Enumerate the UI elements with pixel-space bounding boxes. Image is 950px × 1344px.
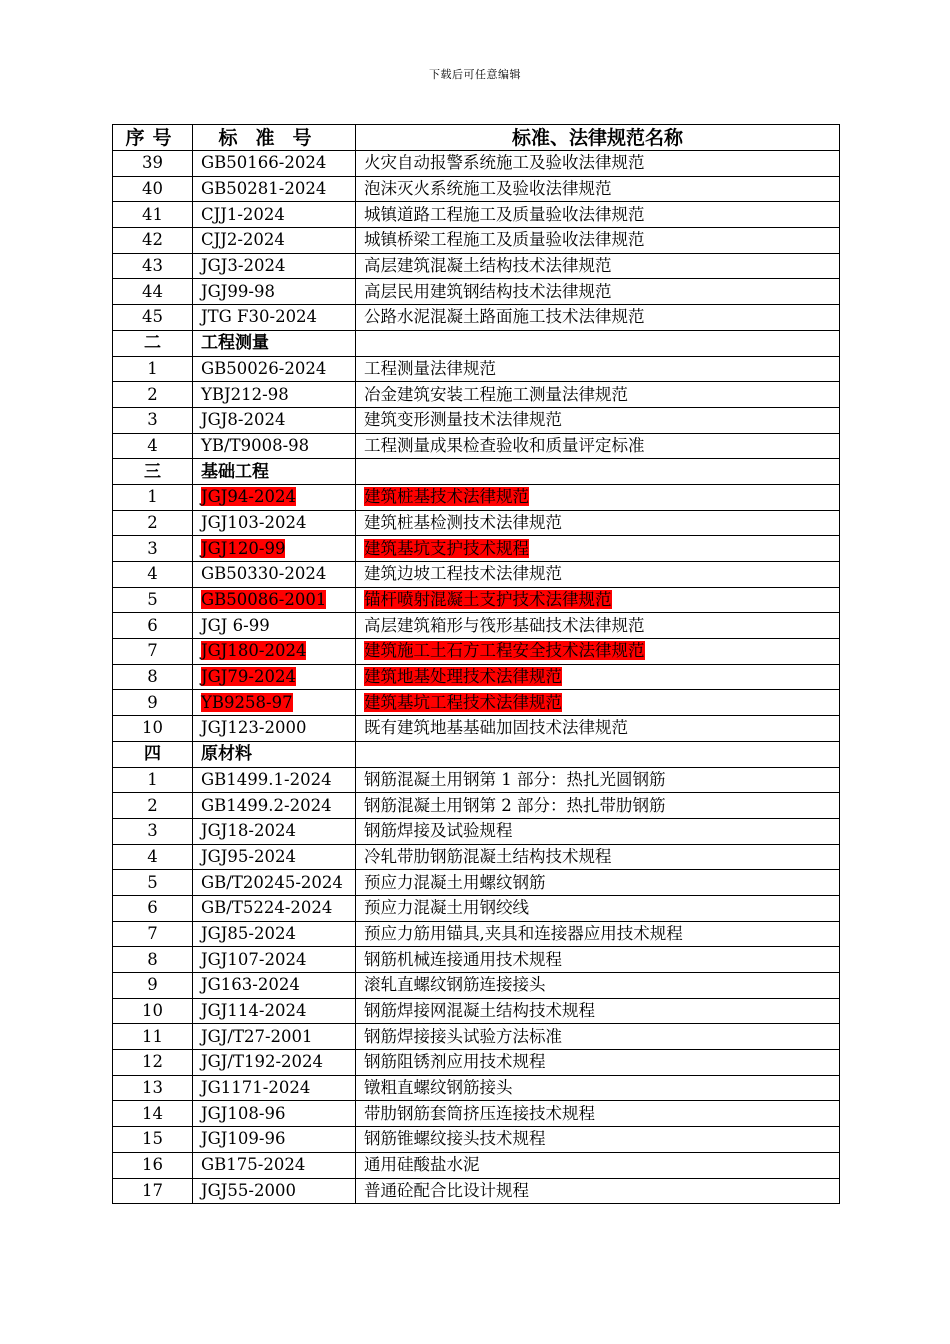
- standard-code: GB1499.1-2024: [201, 769, 332, 789]
- table-row: [113, 407, 840, 433]
- standard-name-cell: [356, 1050, 840, 1076]
- standard-code-cell: [193, 947, 356, 973]
- standard-name-cell: [356, 741, 840, 767]
- standard-name-cell: [356, 510, 840, 536]
- row-number: 四: [144, 744, 161, 765]
- standard-code: GB50086-2001: [201, 590, 327, 610]
- row-number: 4: [147, 435, 158, 455]
- standard-code: GB50330-2024: [201, 564, 327, 584]
- standard-code-cell: [193, 562, 356, 588]
- section-title-cell: [193, 459, 356, 485]
- standard-code: JGJ/T192-2024: [201, 1052, 324, 1072]
- table-row: [113, 253, 840, 279]
- standard-code: CJJ1-2024: [201, 204, 285, 224]
- standard-code: JGJ95-2024: [201, 846, 296, 866]
- standard-code-cell: [193, 793, 356, 819]
- standard-name: 建筑变形测量技术法律规范: [364, 410, 562, 430]
- standard-name-cell: [356, 973, 840, 999]
- row-number: 17: [142, 1180, 163, 1200]
- standard-name: 预应力筋用锚具,夹具和连接器应用技术规程: [364, 923, 683, 943]
- standard-name: 泡沫灭火系统施工及验收法律规范: [364, 179, 612, 199]
- row-number-cell: [113, 716, 193, 742]
- standard-code-cell: [193, 921, 356, 947]
- table-row: [113, 356, 840, 382]
- standards-table: [112, 124, 840, 1204]
- standard-code-cell: [193, 1024, 356, 1050]
- row-number: 5: [147, 872, 158, 892]
- page-header: 下载后可任意编辑: [429, 68, 521, 81]
- standard-code: YBJ212-98: [201, 384, 289, 404]
- standard-name-cell: [356, 1178, 840, 1204]
- row-number-cell: [113, 793, 193, 819]
- standard-name-cell: [356, 664, 840, 690]
- standard-name-cell: [356, 202, 840, 228]
- table-row: [113, 433, 840, 459]
- standard-name: 工程测量成果检查验收和质量评定标准: [364, 435, 645, 455]
- standard-code: JG1171-2024: [201, 1078, 311, 1098]
- standard-code: GB50281-2024: [201, 179, 327, 199]
- row-number-cell: [113, 1050, 193, 1076]
- row-number: 40: [142, 179, 163, 199]
- standard-name-cell: [356, 407, 840, 433]
- standard-code: JGJ103-2024: [201, 512, 307, 532]
- standard-name-cell: [356, 228, 840, 254]
- table-row: [113, 228, 840, 254]
- standard-code-cell: [193, 151, 356, 177]
- row-number-cell: [113, 844, 193, 870]
- standard-name: 建筑边坡工程技术法律规范: [364, 564, 562, 584]
- section-title: 基础工程: [201, 461, 269, 482]
- standard-code: JGJ114-2024: [201, 1001, 307, 1021]
- standard-name: 钢筋焊接接头试验方法标准: [364, 1026, 562, 1046]
- standard-name: 建筑基坑工程技术法律规范: [364, 692, 562, 712]
- standard-name-cell: [356, 253, 840, 279]
- column-header-name: 标准、法律规范名称: [356, 125, 840, 151]
- standard-code: JGJ3-2024: [201, 256, 286, 276]
- table-row: [113, 793, 840, 819]
- standard-name: 钢筋锥螺纹接头技术规程: [364, 1129, 546, 1149]
- standard-name-cell: [356, 1075, 840, 1101]
- row-number-cell: [113, 613, 193, 639]
- standard-code-cell: [193, 690, 356, 716]
- standard-code: JG163-2024: [201, 975, 300, 995]
- row-number: 2: [147, 512, 158, 532]
- standard-code: JTG F30-2024: [201, 307, 318, 327]
- standard-name-cell: [356, 690, 840, 716]
- standard-code-cell: [193, 973, 356, 999]
- standard-name-cell: [356, 921, 840, 947]
- standard-name: 通用硅酸盐水泥: [364, 1155, 480, 1175]
- standard-code: GB/T20245-2024: [201, 872, 343, 892]
- standard-name-cell: [356, 459, 840, 485]
- standard-code: CJJ2-2024: [201, 230, 285, 250]
- row-number: 11: [142, 1026, 163, 1046]
- table-row: [113, 1127, 840, 1153]
- row-number-cell: [113, 433, 193, 459]
- row-number-cell: [113, 407, 193, 433]
- table-row: [113, 690, 840, 716]
- standard-name: 公路水泥混凝土路面施工技术法律规范: [364, 307, 645, 327]
- standard-name-cell: [356, 151, 840, 177]
- standard-name-cell: [356, 1101, 840, 1127]
- table-header-row: [113, 125, 840, 151]
- row-number-cell: [113, 973, 193, 999]
- standard-name-cell: [356, 793, 840, 819]
- section-title-cell: [193, 330, 356, 356]
- row-number-cell: [113, 1152, 193, 1178]
- table-row: [113, 587, 840, 613]
- section-row: [113, 330, 840, 356]
- standard-name-cell: [356, 870, 840, 896]
- standard-code-cell: [193, 1101, 356, 1127]
- table-row: [113, 895, 840, 921]
- row-number: 4: [147, 846, 158, 866]
- row-number: 3: [147, 538, 158, 558]
- standard-code-cell: [193, 1127, 356, 1153]
- table-row: [113, 382, 840, 408]
- row-number: 15: [142, 1129, 163, 1149]
- table-row: [113, 536, 840, 562]
- standard-code: JGJ55-2000: [201, 1180, 296, 1200]
- standard-name-cell: [356, 1127, 840, 1153]
- table-row: [113, 716, 840, 742]
- standard-code-cell: [193, 484, 356, 510]
- standard-name: 钢筋焊接网混凝土结构技术规程: [364, 1001, 595, 1021]
- standard-name-cell: [356, 895, 840, 921]
- standard-code: JGJ123-2000: [201, 718, 307, 738]
- row-number-cell: [113, 536, 193, 562]
- row-number-cell: [113, 741, 193, 767]
- row-number-cell: [113, 1178, 193, 1204]
- table-row: [113, 1050, 840, 1076]
- row-number: 2: [147, 795, 158, 815]
- standard-name: 高层建筑箱形与筏形基础技术法律规范: [364, 615, 645, 635]
- table-row: [113, 1101, 840, 1127]
- standard-code-cell: [193, 382, 356, 408]
- table-row: [113, 998, 840, 1024]
- table-row: [113, 176, 840, 202]
- standard-name-cell: [356, 947, 840, 973]
- standard-name: 冷轧带肋钢筋混凝土结构技术规程: [364, 846, 612, 866]
- section-row: [113, 459, 840, 485]
- column-header-number: 序号: [113, 125, 193, 151]
- standard-code-cell: [193, 407, 356, 433]
- standard-code-cell: [193, 305, 356, 331]
- standard-name: 钢筋焊接及试验规程: [364, 821, 513, 841]
- row-number-cell: [113, 305, 193, 331]
- row-number: 12: [142, 1052, 163, 1072]
- standard-name-cell: [356, 613, 840, 639]
- row-number: 3: [147, 821, 158, 841]
- row-number: 1: [147, 487, 158, 507]
- standard-name: 钢筋机械连接通用技术规程: [364, 949, 562, 969]
- standard-name-cell: [356, 484, 840, 510]
- table-row: [113, 151, 840, 177]
- row-number-cell: [113, 382, 193, 408]
- standard-name-cell: [356, 433, 840, 459]
- row-number: 8: [147, 949, 158, 969]
- standard-code: JGJ108-96: [201, 1103, 286, 1123]
- standard-code-cell: [193, 870, 356, 896]
- row-number-cell: [113, 330, 193, 356]
- row-number-cell: [113, 921, 193, 947]
- row-number-cell: [113, 228, 193, 254]
- row-number: 16: [142, 1155, 163, 1175]
- table-row: [113, 279, 840, 305]
- standard-name: 建筑施工土石方工程安全技术法律规范: [364, 641, 645, 661]
- standard-code: GB/T5224-2024: [201, 898, 333, 918]
- standard-name: 带肋钢筋套筒挤压连接技术规程: [364, 1103, 595, 1123]
- table-row: [113, 613, 840, 639]
- row-number-cell: [113, 767, 193, 793]
- table-row: [113, 844, 840, 870]
- row-number-cell: [113, 202, 193, 228]
- table-row: [113, 664, 840, 690]
- standard-name-cell: [356, 587, 840, 613]
- row-number-cell: [113, 151, 193, 177]
- standard-name: 建筑基坑支护技术规程: [364, 538, 529, 558]
- row-number: 二: [144, 333, 161, 354]
- row-number-cell: [113, 664, 193, 690]
- standard-code-cell: [193, 433, 356, 459]
- standard-code-cell: [193, 998, 356, 1024]
- standard-name: 普通砼配合比设计规程: [364, 1180, 529, 1200]
- standard-name: 既有建筑地基基础加固技术法律规范: [364, 718, 628, 738]
- standard-name: 火灾自动报警系统施工及验收法律规范: [364, 153, 645, 173]
- standard-name: 镦粗直螺纹钢筋接头: [364, 1078, 513, 1098]
- table-row: [113, 947, 840, 973]
- standard-name-cell: [356, 382, 840, 408]
- row-number-cell: [113, 253, 193, 279]
- standard-code-cell: [193, 253, 356, 279]
- row-number-cell: [113, 176, 193, 202]
- standard-name: 锚杆喷射混凝土支护技术法律规范: [364, 590, 612, 610]
- row-number-cell: [113, 690, 193, 716]
- table-row: [113, 767, 840, 793]
- row-number: 三: [144, 461, 161, 482]
- standard-name-cell: [356, 536, 840, 562]
- standard-name-cell: [356, 639, 840, 665]
- standard-code: GB50166-2024: [201, 153, 327, 173]
- row-number: 39: [142, 153, 163, 173]
- standard-code-cell: [193, 818, 356, 844]
- standard-code-cell: [193, 639, 356, 665]
- standard-code: JGJ8-2024: [201, 410, 286, 430]
- standard-name-cell: [356, 818, 840, 844]
- standard-code: JGJ 6-99: [201, 615, 270, 635]
- standard-name: 建筑桩基检测技术法律规范: [364, 512, 562, 532]
- standard-name-cell: [356, 305, 840, 331]
- table-row: [113, 202, 840, 228]
- standard-code: JGJ99-98: [201, 281, 275, 301]
- standard-code: YB9258-97: [201, 692, 293, 712]
- row-number-cell: [113, 279, 193, 305]
- standard-code: GB1499.2-2024: [201, 795, 332, 815]
- standard-code: JGJ109-96: [201, 1129, 286, 1149]
- standard-name: 高层民用建筑钢结构技术法律规范: [364, 281, 612, 301]
- row-number-cell: [113, 895, 193, 921]
- row-number: 3: [147, 410, 158, 430]
- row-number-cell: [113, 818, 193, 844]
- row-number-cell: [113, 459, 193, 485]
- standard-name: 高层建筑混凝土结构技术法律规范: [364, 256, 612, 276]
- section-title: 原材料: [201, 744, 252, 765]
- standard-code: JGJ79-2024: [201, 667, 296, 687]
- row-number: 9: [147, 692, 158, 712]
- standard-name-cell: [356, 998, 840, 1024]
- row-number: 10: [142, 718, 163, 738]
- standard-name: 建筑地基处理技术法律规范: [364, 667, 562, 687]
- table-row: [113, 510, 840, 536]
- standard-code: JGJ120-99: [201, 538, 286, 558]
- row-number: 44: [142, 281, 163, 301]
- row-number-cell: [113, 947, 193, 973]
- row-number: 7: [147, 641, 158, 661]
- standard-code-cell: [193, 228, 356, 254]
- row-number: 6: [147, 898, 158, 918]
- standard-name: 冶金建筑安装工程施工测量法律规范: [364, 384, 628, 404]
- table-body: [113, 151, 840, 1204]
- row-number-cell: [113, 484, 193, 510]
- table-row: [113, 1178, 840, 1204]
- standard-code: GB50026-2024: [201, 358, 327, 378]
- standard-code: JGJ180-2024: [201, 641, 307, 661]
- standard-code-cell: [193, 510, 356, 536]
- row-number: 14: [142, 1103, 163, 1123]
- row-number: 1: [147, 358, 158, 378]
- row-number: 6: [147, 615, 158, 635]
- standard-name: 城镇桥梁工程施工及质量验收法律规范: [364, 230, 645, 250]
- standard-name-cell: [356, 562, 840, 588]
- section-title: 工程测量: [201, 333, 269, 354]
- table-row: [113, 639, 840, 665]
- standard-code: JGJ107-2024: [201, 949, 307, 969]
- row-number: 7: [147, 923, 158, 943]
- standard-name: 钢筋阻锈剂应用技术规程: [364, 1052, 546, 1072]
- row-number: 9: [147, 975, 158, 995]
- standard-name-cell: [356, 279, 840, 305]
- column-header-code: 标准号: [193, 125, 356, 151]
- table-row: [113, 1024, 840, 1050]
- row-number: 10: [142, 1001, 163, 1021]
- table-row: [113, 1152, 840, 1178]
- table-row: [113, 562, 840, 588]
- standard-name: 工程测量法律规范: [364, 358, 496, 378]
- standard-name-cell: [356, 356, 840, 382]
- row-number: 1: [147, 769, 158, 789]
- row-number-cell: [113, 639, 193, 665]
- standard-code-cell: [193, 176, 356, 202]
- table-row: [113, 305, 840, 331]
- row-number: 41: [142, 204, 163, 224]
- standard-name-cell: [356, 1152, 840, 1178]
- row-number: 42: [142, 230, 163, 250]
- row-number-cell: [113, 870, 193, 896]
- row-number: 2: [147, 384, 158, 404]
- row-number-cell: [113, 562, 193, 588]
- standard-code: JGJ18-2024: [201, 821, 296, 841]
- row-number-cell: [113, 510, 193, 536]
- row-number-cell: [113, 1101, 193, 1127]
- standard-name-cell: [356, 716, 840, 742]
- standard-code: JGJ94-2024: [201, 487, 296, 507]
- standard-code-cell: [193, 1050, 356, 1076]
- standard-name: 预应力混凝土用螺纹钢筋: [364, 872, 546, 892]
- standard-code-cell: [193, 536, 356, 562]
- standard-name-cell: [356, 1024, 840, 1050]
- standard-code-cell: [193, 1178, 356, 1204]
- row-number-cell: [113, 587, 193, 613]
- row-number-cell: [113, 1024, 193, 1050]
- row-number: 45: [142, 307, 163, 327]
- row-number-cell: [113, 1127, 193, 1153]
- standard-name: 钢筋混凝土用钢第 1 部分：热扎光圆钢筋: [364, 769, 666, 789]
- standard-code-cell: [193, 664, 356, 690]
- section-title-cell: [193, 741, 356, 767]
- standard-code-cell: [193, 1075, 356, 1101]
- standard-name-cell: [356, 767, 840, 793]
- table-row: [113, 921, 840, 947]
- standard-code: GB175-2024: [201, 1155, 306, 1175]
- row-number: 4: [147, 564, 158, 584]
- standard-code-cell: [193, 895, 356, 921]
- table-row: [113, 973, 840, 999]
- standard-code-cell: [193, 356, 356, 382]
- standard-code-cell: [193, 202, 356, 228]
- row-number-cell: [113, 1075, 193, 1101]
- standard-name: 城镇道路工程施工及质量验收法律规范: [364, 204, 645, 224]
- standard-code-cell: [193, 279, 356, 305]
- standard-name: 预应力混凝土用钢绞线: [364, 898, 529, 918]
- standard-name-cell: [356, 330, 840, 356]
- table-row: [113, 870, 840, 896]
- standard-code-cell: [193, 613, 356, 639]
- standard-name-cell: [356, 176, 840, 202]
- standard-code-cell: [193, 1152, 356, 1178]
- standard-code-cell: [193, 844, 356, 870]
- standard-code: JGJ/T27-2001: [201, 1026, 313, 1046]
- standard-name: 建筑桩基技术法律规范: [364, 487, 529, 507]
- table-row: [113, 484, 840, 510]
- row-number: 8: [147, 667, 158, 687]
- standard-name-cell: [356, 844, 840, 870]
- table-row: [113, 1075, 840, 1101]
- standard-code-cell: [193, 716, 356, 742]
- section-row: [113, 741, 840, 767]
- row-number: 13: [142, 1078, 163, 1098]
- standard-code-cell: [193, 767, 356, 793]
- standard-code-cell: [193, 587, 356, 613]
- table-row: [113, 818, 840, 844]
- row-number: 43: [142, 256, 163, 276]
- standard-name: 滚轧直螺纹钢筋连接接头: [364, 975, 546, 995]
- row-number: 5: [147, 590, 158, 610]
- standard-code: JGJ85-2024: [201, 923, 296, 943]
- standard-name: 钢筋混凝土用钢第 2 部分：热扎带肋钢筋: [364, 795, 666, 815]
- standard-code: YB/T9008-98: [201, 435, 310, 455]
- row-number-cell: [113, 356, 193, 382]
- row-number-cell: [113, 998, 193, 1024]
